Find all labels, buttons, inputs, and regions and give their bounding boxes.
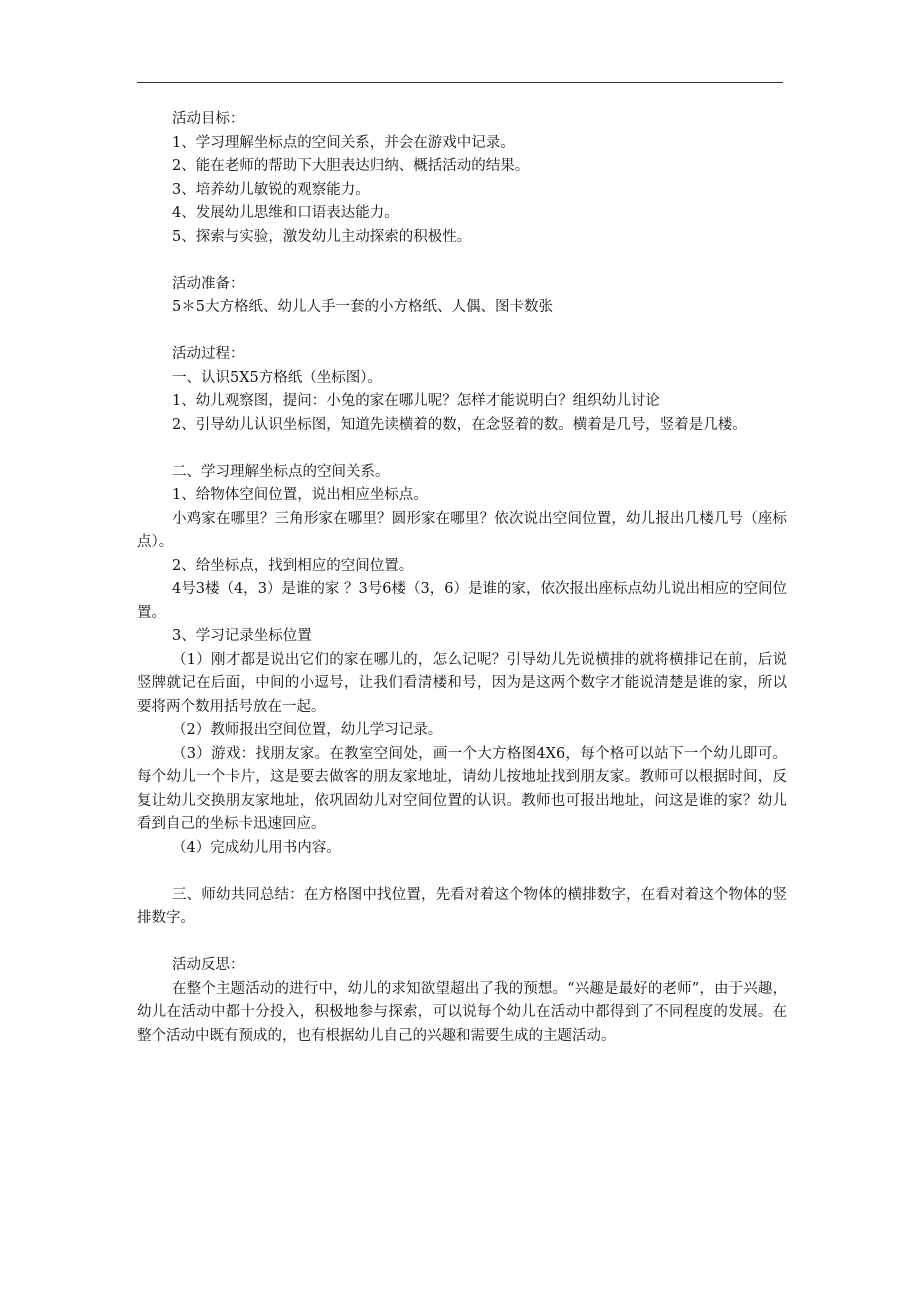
part2-title: 二、学习理解坐标点的空间关系。: [172, 463, 390, 480]
part2-step1-detail: 小鸡家在哪里？三角形家在哪里？圆形家在哪里？依次说出空间位置，幼儿报出几楼几号（座标点）。: [137, 510, 787, 550]
part2-step2-detail: 4号3楼（4，3）是谁的家 ？3号6楼（3，6）是谁的家，依次报出座标点幼儿说出相应的空间位置。: [137, 581, 787, 621]
part2-step3: 3、学习记录坐标位置: [172, 628, 312, 644]
goal-item: 1、学习理解坐标点的空间关系，并会在游戏中记录。: [172, 134, 515, 151]
part1-title: 一、认识5X5方格纸（坐标图）。: [172, 369, 383, 386]
part2-step2: 2、给坐标点，找到相应的空间位置。: [172, 557, 414, 574]
part2-step1: 1、给物体空间位置，说出相应坐标点。: [172, 487, 428, 503]
goals-heading: 活动目标：: [172, 111, 245, 127]
document-body: [137, 108, 787, 1048]
header-rule: [137, 82, 783, 83]
part1-step2: 2、引导幼儿认识坐标图，知道先读横着的数，在念竖着的数。横着是几号，竖着是几楼。: [172, 416, 747, 433]
part2-sub2: （2）教师报出空间位置，幼儿学习记录。: [172, 722, 443, 738]
goal-item: 4、发展幼儿思维和口语表达能力。: [172, 205, 399, 221]
part2-sub4: （4）完成幼儿用书内容。: [172, 839, 341, 856]
reflection-heading: 活动反思：: [172, 957, 245, 973]
goal-item: 2、能在老师的帮助下大胆表达归纳、概括活动的结果。: [172, 158, 530, 174]
prep-heading: 活动准备：: [172, 275, 245, 292]
process-heading: 活动过程：: [172, 346, 245, 362]
reflection-text: 在整个主题活动的进行中，幼儿的求知欲望超出了我的预想。“兴趣是最好的老师”，由于兴趣，幼儿在活动中都十分投入，积极地参与探索，可以说每个幼儿在活动中都得到了不同程度的发展。在整个活动中既有预成的，也有根据幼儿自己的兴趣和需要生成的主题活动。: [137, 980, 787, 1044]
part3-summary: 三、师幼共同总结：在方格图中找位置，先看对着这个物体的横排数字，在看对着这个物体的竖排数字。: [137, 886, 787, 926]
goal-item: 5、探索与实验，激发幼儿主动探索的积极性。: [172, 228, 472, 245]
part2-sub1: （1）刚才都是说出它们的家在哪儿的，怎么记呢？引导幼儿先说横排的就将横排记在前，后说竖牌就记在后面，中间的小逗号，让我们看清楼和号，因为是这两个数字才能说清楚是谁的家，所以要将两个数用括号放在一起。: [137, 651, 787, 715]
part2-sub3: （3）游戏：找朋友家。在教室空间处，画一个大方格图4X6，每个格可以站下一个幼儿即可。每个幼儿一个卡片，这是要去做客的朋友家地址，请幼儿按地址找到朋友家。教师可以根据时间，反复让幼儿交换朋友家地址，依巩固幼儿对空间位置的认识。教师也可报出地址，问这是谁的家？幼儿看到自己的坐标卡迅速回应。: [137, 745, 787, 832]
part1-step1: 1、幼儿观察图，提问：小兔的家在哪儿呢？怎样才能说明白？组织幼儿讨论: [172, 393, 660, 409]
prep-text: 5＊5大方格纸、幼儿人手一套的小方格纸、人偶、图卡数张: [172, 299, 553, 315]
goal-item: 3、培养幼儿敏锐的观察能力。: [172, 181, 370, 198]
